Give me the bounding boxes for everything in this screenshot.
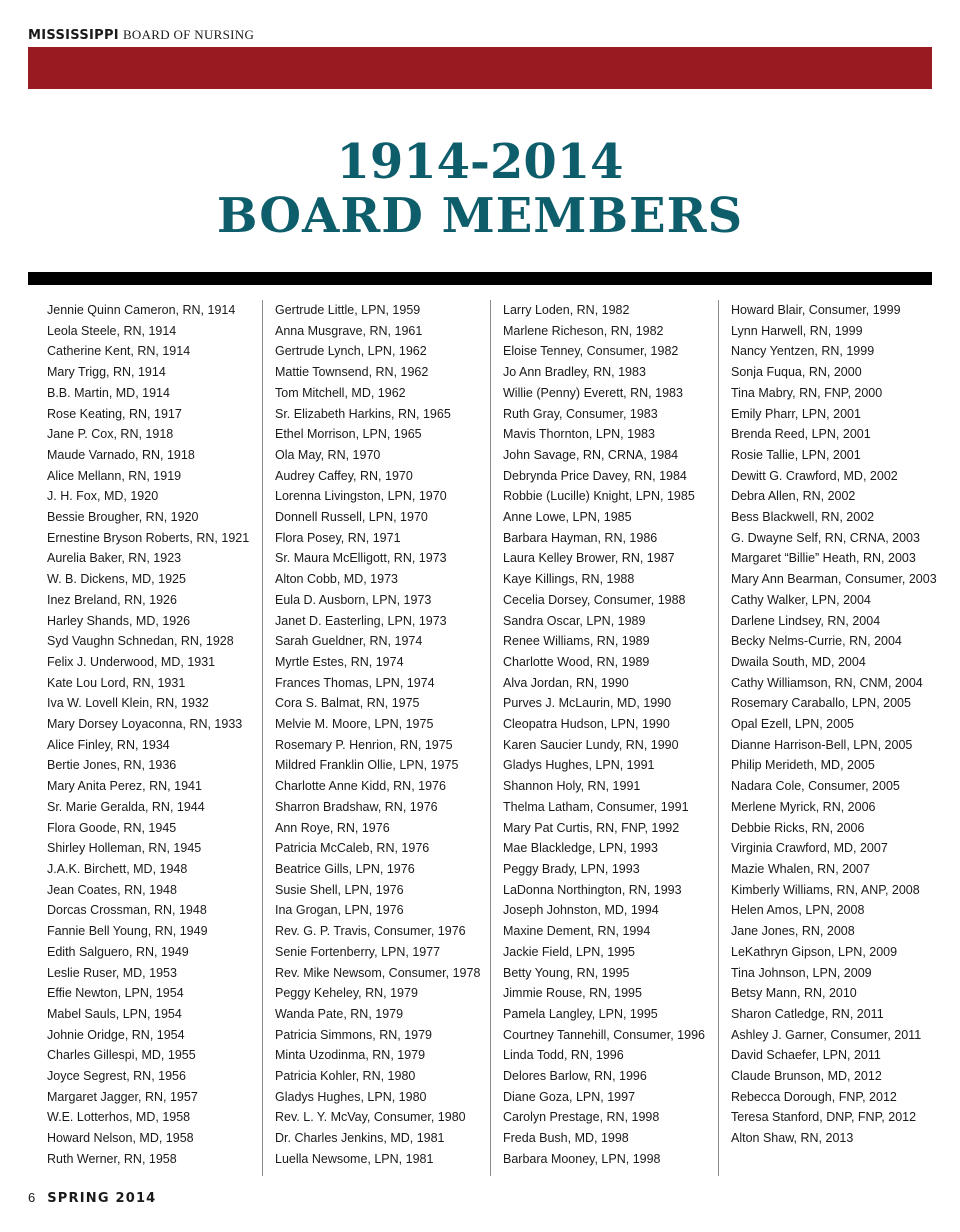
list-item: Nadara Cole, Consumer, 2005 (731, 779, 900, 794)
list-item: Jennie Quinn Cameron, RN, 1914 (47, 303, 236, 317)
list-item: Maude Varnado, RN, 1918 (47, 447, 195, 462)
page-title-years: 1914-2014 (336, 134, 624, 190)
list-item: Gladys Hughes, LPN, 1991 (503, 758, 655, 773)
list-item: Jean Coates, RN, 1948 (47, 882, 177, 897)
list-item: Jo Ann Bradley, RN, 1983 (503, 365, 646, 380)
list-item: Alton Cobb, MD, 1973 (275, 572, 398, 587)
list-item: Claude Brunson, MD, 2012 (731, 1069, 882, 1084)
list-item: Margaret “Billie” Heath, RN, 2003 (731, 551, 916, 566)
list-item: Philip Merideth, MD, 2005 (731, 758, 875, 773)
list-item: Leola Steele, RN, 1914 (47, 323, 177, 338)
list-item: Shannon Holy, RN, 1991 (503, 779, 641, 794)
member-list (719, 300, 945, 1149)
list-item: Kate Lou Lord, RN, 1931 (47, 675, 186, 690)
list-item: Edith Salguero, RN, 1949 (47, 944, 189, 959)
list-item: Howard Blair, Consumer, 1999 (731, 303, 901, 317)
list-item: Sarah Gueldner, RN, 1974 (275, 634, 423, 649)
list-item: Brenda Reed, LPN, 2001 (731, 427, 871, 442)
list-item: Rebecca Dorough, FNP, 2012 (731, 1089, 897, 1104)
list-item: Rosemary Caraballo, LPN, 2005 (731, 696, 911, 711)
list-item: Sr. Elizabeth Harkins, RN, 1965 (275, 406, 451, 421)
list-item: Alton Shaw, RN, 2013 (731, 1131, 854, 1146)
member-columns (28, 300, 937, 1176)
list-item: Patricia Kohler, RN, 1980 (275, 1069, 416, 1084)
list-item: Mabel Sauls, LPN, 1954 (47, 1006, 182, 1021)
list-item: Rosemary P. Henrion, RN, 1975 (275, 737, 453, 752)
list-item: Anne Lowe, LPN, 1985 (503, 510, 632, 525)
list-item: Darlene Lindsey, RN, 2004 (731, 613, 881, 628)
page-title (0, 135, 960, 243)
masthead (28, 27, 254, 43)
list-item: Jackie Field, LPN, 1995 (503, 944, 636, 959)
list-item: Dr. Charles Jenkins, MD, 1981 (275, 1131, 445, 1146)
list-item: Cecelia Dorsey, Consumer, 1988 (503, 592, 686, 607)
list-item: Leslie Ruser, MD, 1953 (47, 965, 177, 980)
list-item: Cathy Walker, LPN, 2004 (731, 592, 871, 607)
list-item: Linda Todd, RN, 1996 (503, 1048, 624, 1063)
page-title-heading: BOARD MEMBERS (216, 188, 744, 244)
list-item: Beatrice Gills, LPN, 1976 (275, 861, 415, 876)
list-item: Felix J. Underwood, MD, 1931 (47, 654, 216, 669)
list-item: Ann Roye, RN, 1976 (275, 820, 390, 835)
list-item: Ashley J. Garner, Consumer, 2011 (731, 1027, 922, 1042)
list-item: Johnie Oridge, RN, 1954 (47, 1027, 185, 1042)
list-item: Sharon Catledge, RN, 2011 (731, 1006, 884, 1021)
list-item: Minta Uzodinma, RN, 1979 (275, 1048, 426, 1063)
list-item: Catherine Kent, RN, 1914 (47, 344, 191, 359)
list-item: Mary Trigg, RN, 1914 (47, 365, 166, 380)
list-item: Gladys Hughes, LPN, 1980 (275, 1089, 427, 1104)
list-item: Aurelia Baker, RN, 1923 (47, 551, 182, 566)
list-item: Myrtle Estes, RN, 1974 (275, 654, 404, 669)
list-item: Debbie Ricks, RN, 2006 (731, 820, 865, 835)
list-item: Debrynda Price Davey, RN, 1984 (503, 468, 687, 483)
list-item: Helen Amos, LPN, 2008 (731, 903, 865, 918)
list-item: B.B. Martin, MD, 1914 (47, 385, 170, 400)
list-item: Flora Posey, RN, 1971 (275, 530, 401, 545)
list-item: Willie (Penny) Everett, RN, 1983 (503, 385, 683, 400)
member-list (28, 300, 254, 1170)
member-list (491, 300, 717, 1170)
list-item: Lorenna Livingston, LPN, 1970 (275, 489, 447, 504)
list-item: Harley Shands, MD, 1926 (47, 613, 191, 628)
list-item: Effie Newton, LPN, 1954 (47, 986, 184, 1001)
list-item: Luella Newsome, LPN, 1981 (275, 1151, 434, 1166)
list-item: Teresa Stanford, DNP, FNP, 2012 (731, 1110, 917, 1125)
list-item: G. Dwayne Self, RN, CRNA, 2003 (731, 530, 920, 545)
list-item: LaDonna Northington, RN, 1993 (503, 882, 682, 897)
list-item: Wanda Pate, RN, 1979 (275, 1006, 404, 1021)
masthead-organization: MISSISSIPPI (28, 28, 119, 43)
list-item: Gertrude Lynch, LPN, 1962 (275, 344, 427, 359)
list-item: Peggy Keheley, RN, 1979 (275, 986, 418, 1001)
list-item: Dianne Harrison-Bell, LPN, 2005 (731, 737, 913, 752)
title-divider (28, 272, 932, 285)
list-item: Audrey Caffey, RN, 1970 (275, 468, 413, 483)
list-item: Karen Saucier Lundy, RN, 1990 (503, 737, 679, 752)
list-item: Ernestine Bryson Roberts, RN, 1921 (47, 530, 250, 545)
issue-label: SPRING 2014 (47, 1191, 157, 1206)
list-item: Laura Kelley Brower, RN, 1987 (503, 551, 675, 566)
member-column-1 (28, 300, 254, 1176)
list-item: Jimmie Rouse, RN, 1995 (503, 986, 642, 1001)
list-item: Debra Allen, RN, 2002 (731, 489, 856, 504)
list-item: Jane P. Cox, RN, 1918 (47, 427, 174, 442)
list-item: Charles Gillespi, MD, 1955 (47, 1048, 196, 1063)
list-item: Eula D. Ausborn, LPN, 1973 (275, 592, 432, 607)
list-item: Mae Blackledge, LPN, 1993 (503, 841, 658, 856)
list-item: W.E. Lotterhos, MD, 1958 (47, 1110, 191, 1125)
list-item: Mavis Thornton, LPN, 1983 (503, 427, 655, 442)
list-item: Kimberly Williams, RN, ANP, 2008 (731, 882, 920, 897)
list-item: Dorcas Crossman, RN, 1948 (47, 903, 207, 918)
list-item: Mary Pat Curtis, RN, FNP, 1992 (503, 820, 680, 835)
list-item: Mazie Whalen, RN, 2007 (731, 861, 870, 876)
list-item: Opal Ezell, LPN, 2005 (731, 717, 854, 732)
list-item: Cathy Williamson, RN, CNM, 2004 (731, 675, 923, 690)
list-item: Ola May, RN, 1970 (275, 447, 381, 462)
masthead-subtitle: BOARD OF NURSING (122, 27, 255, 42)
list-item: Joseph Johnston, MD, 1994 (503, 903, 659, 918)
list-item: Rev. L. Y. McVay, Consumer, 1980 (275, 1110, 466, 1125)
list-item: Bertie Jones, RN, 1936 (47, 758, 177, 773)
list-item: Ethel Morrison, LPN, 1965 (275, 427, 422, 442)
list-item: Sr. Maura McElligott, RN, 1973 (275, 551, 447, 566)
list-item: Barbara Mooney, LPN, 1998 (503, 1151, 661, 1166)
list-item: Rosie Tallie, LPN, 2001 (731, 447, 861, 462)
list-item: Thelma Latham, Consumer, 1991 (503, 799, 689, 814)
list-item: Tina Johnson, LPN, 2009 (731, 965, 872, 980)
page-footer (28, 1190, 156, 1206)
list-item: Ina Grogan, LPN, 1976 (275, 903, 404, 918)
member-column-4 (718, 300, 945, 1176)
list-item: Maxine Dement, RN, 1994 (503, 924, 651, 939)
list-item: Dewitt G. Crawford, MD, 2002 (731, 468, 898, 483)
list-item: Mary Ann Bearman, Consumer, 2003 (731, 572, 937, 587)
list-item: Robbie (Lucille) Knight, LPN, 1985 (503, 489, 695, 504)
list-item: Carolyn Prestage, RN, 1998 (503, 1110, 660, 1125)
list-item: Becky Nelms-Currie, RN, 2004 (731, 634, 902, 649)
list-item: Frances Thomas, LPN, 1974 (275, 675, 435, 690)
list-item: W. B. Dickens, MD, 1925 (47, 572, 186, 587)
list-item: Howard Nelson, MD, 1958 (47, 1131, 194, 1146)
list-item: Merlene Myrick, RN, 2006 (731, 799, 876, 814)
list-item: Diane Goza, LPN, 1997 (503, 1089, 636, 1104)
list-item: Mary Anita Perez, RN, 1941 (47, 779, 202, 794)
list-item: Anna Musgrave, RN, 1961 (275, 323, 423, 338)
list-item: Lynn Harwell, RN, 1999 (731, 323, 863, 338)
list-item: Charlotte Anne Kidd, RN, 1976 (275, 779, 446, 794)
list-item: Pamela Langley, LPN, 1995 (503, 1006, 658, 1021)
list-item: Emily Pharr, LPN, 2001 (731, 406, 861, 421)
list-item: Margaret Jagger, RN, 1957 (47, 1089, 198, 1104)
member-column-2 (262, 300, 489, 1176)
list-item: Alice Mellann, RN, 1919 (47, 468, 182, 483)
list-item: Alva Jordan, RN, 1990 (503, 675, 629, 690)
list-item: John Savage, RN, CRNA, 1984 (503, 447, 679, 462)
list-item: Eloise Tenney, Consumer, 1982 (503, 344, 679, 359)
list-item: Charlotte Wood, RN, 1989 (503, 654, 650, 669)
list-item: Courtney Tannehill, Consumer, 1996 (503, 1027, 705, 1042)
list-item: Shirley Holleman, RN, 1945 (47, 841, 202, 856)
list-item: Betsy Mann, RN, 2010 (731, 986, 857, 1001)
list-item: Senie Fortenberry, LPN, 1977 (275, 944, 441, 959)
list-item: Fannie Bell Young, RN, 1949 (47, 924, 208, 939)
list-item: Purves J. McLaurin, MD, 1990 (503, 696, 672, 711)
list-item: Delores Barlow, RN, 1996 (503, 1069, 647, 1084)
list-item: J.A.K. Birchett, MD, 1948 (47, 861, 188, 876)
list-item: Tom Mitchell, MD, 1962 (275, 385, 406, 400)
list-item: Nancy Yentzen, RN, 1999 (731, 344, 875, 359)
list-item: Sandra Oscar, LPN, 1989 (503, 613, 646, 628)
list-item: Tina Mabry, RN, FNP, 2000 (731, 385, 883, 400)
list-item: Syd Vaughn Schnedan, RN, 1928 (47, 634, 234, 649)
list-item: Rev. G. P. Travis, Consumer, 1976 (275, 924, 466, 939)
list-item: Betty Young, RN, 1995 (503, 965, 630, 980)
list-item: Virginia Crawford, MD, 2007 (731, 841, 888, 856)
list-item: Rose Keating, RN, 1917 (47, 406, 182, 421)
list-item: Sr. Marie Geralda, RN, 1944 (47, 799, 205, 814)
list-item: Peggy Brady, LPN, 1993 (503, 861, 640, 876)
list-item: Renee Williams, RN, 1989 (503, 634, 650, 649)
member-column-3 (490, 300, 717, 1176)
list-item: Larry Loden, RN, 1982 (503, 303, 630, 317)
list-item: Janet D. Easterling, LPN, 1973 (275, 613, 447, 628)
header-color-band (28, 47, 932, 89)
list-item: Flora Goode, RN, 1945 (47, 820, 177, 835)
list-item: Joyce Segrest, RN, 1956 (47, 1069, 186, 1084)
list-item: Freda Bush, MD, 1998 (503, 1131, 629, 1146)
list-item: Ruth Gray, Consumer, 1983 (503, 406, 658, 421)
list-item: Bessie Brougher, RN, 1920 (47, 510, 199, 525)
list-item: Alice Finley, RN, 1934 (47, 737, 170, 752)
list-item: Patricia McCaleb, RN, 1976 (275, 841, 430, 856)
list-item: Kaye Killings, RN, 1988 (503, 572, 635, 587)
list-item: Inez Breland, RN, 1926 (47, 592, 177, 607)
list-item: Cora S. Balmat, RN, 1975 (275, 696, 420, 711)
list-item: Dwaila South, MD, 2004 (731, 654, 866, 669)
list-item: Iva W. Lovell Klein, RN, 1932 (47, 696, 209, 711)
list-item: Sonja Fuqua, RN, 2000 (731, 365, 862, 380)
list-item: Jane Jones, RN, 2008 (731, 924, 855, 939)
list-item: Donnell Russell, LPN, 1970 (275, 510, 428, 525)
member-list (263, 300, 489, 1170)
list-item: Barbara Hayman, RN, 1986 (503, 530, 658, 545)
list-item: Mattie Townsend, RN, 1962 (275, 365, 429, 380)
list-item: Ruth Werner, RN, 1958 (47, 1151, 177, 1166)
list-item: Mary Dorsey Loyaconna, RN, 1933 (47, 717, 243, 732)
list-item: Gertrude Little, LPN, 1959 (275, 303, 421, 317)
list-item: Marlene Richeson, RN, 1982 (503, 323, 664, 338)
list-item: Mildred Franklin Ollie, LPN, 1975 (275, 758, 459, 773)
list-item: David Schaefer, LPN, 2011 (731, 1048, 881, 1063)
list-item: LeKathryn Gipson, LPN, 2009 (731, 944, 898, 959)
list-item: Patricia Simmons, RN, 1979 (275, 1027, 433, 1042)
list-item: Cleopatra Hudson, LPN, 1990 (503, 717, 670, 732)
list-item: Melvie M. Moore, LPN, 1975 (275, 717, 434, 732)
list-item: Rev. Mike Newsom, Consumer, 1978 (275, 965, 481, 980)
list-item: Bess Blackwell, RN, 2002 (731, 510, 875, 525)
list-item: Susie Shell, LPN, 1976 (275, 882, 404, 897)
list-item: J. H. Fox, MD, 1920 (47, 489, 159, 504)
list-item: Sharron Bradshaw, RN, 1976 (275, 799, 438, 814)
page-number: 6 (28, 1190, 36, 1205)
